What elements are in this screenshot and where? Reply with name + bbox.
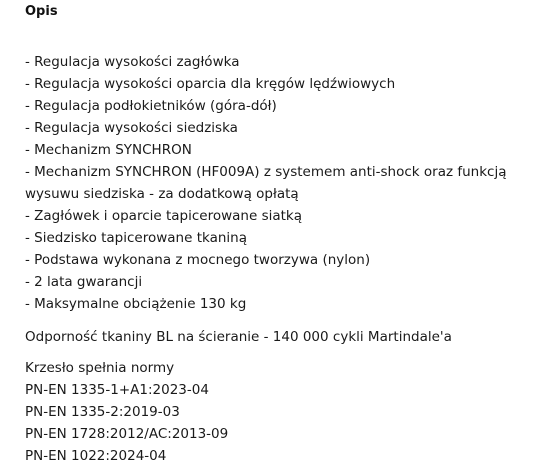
feature-item: - 2 lata gwarancji <box>25 274 143 290</box>
norm-item: PN-EN 1335-1+A1:2023-04 <box>25 382 209 398</box>
feature-list <box>25 51 530 315</box>
norms-block <box>25 357 228 467</box>
feature-item: - Siedzisko tapicerowane tkaniną <box>25 230 247 246</box>
feature-item: - Mechanizm SYNCHRON (HF009A) z systemem anti-shock oraz funkcją wysuwu siedziska - za dodatkową opłatą <box>25 164 507 202</box>
feature-item: - Zagłówek i oparcie tapicerowane siatką <box>25 208 303 224</box>
feature-item: - Mechanizm SYNCHRON <box>25 142 192 158</box>
feature-item: - Maksymalne obciążenie 130 kg <box>25 296 247 312</box>
feature-item: - Regulacja wysokości zagłówka <box>25 54 240 70</box>
norms-intro: Krzesło spełnia normy <box>25 360 175 376</box>
feature-item: - Regulacja podłokietników (góra-dół) <box>25 98 277 114</box>
norm-item: PN-EN 1022:2024-04 <box>25 448 167 464</box>
norm-item: PN-EN 1335-2:2019-03 <box>25 404 180 420</box>
section-heading: Opis <box>25 4 58 19</box>
norm-item: PN-EN 1728:2012/AC:2013-09 <box>25 426 229 442</box>
feature-item: - Regulacja wysokości oparcia dla kręgów lędźwiowych <box>25 76 396 92</box>
feature-item: - Podstawa wykonana z mocnego tworzywa (nylon) <box>25 252 371 268</box>
fabric-abrasion-text: Odporność tkaniny BL na ścieranie - 140 000 cykli Martindale'a <box>25 329 452 345</box>
feature-item: - Regulacja wysokości siedziska <box>25 120 238 136</box>
